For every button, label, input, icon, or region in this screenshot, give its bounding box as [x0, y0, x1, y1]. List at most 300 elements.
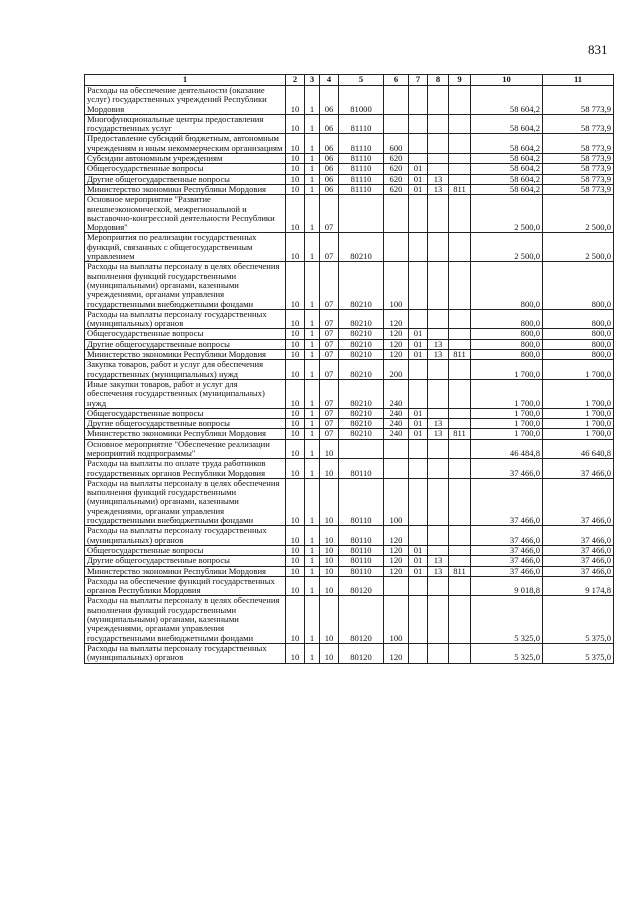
table-row	[85, 408, 614, 418]
cell-code-2: 10	[286, 233, 305, 262]
cell-code-2: 10	[286, 164, 305, 174]
cell-target-code: 80210	[339, 408, 384, 418]
cell-amount-year-1: 9 018,8	[471, 576, 543, 596]
header-cell: 11	[543, 75, 614, 86]
cell-code-4: 07	[320, 360, 339, 380]
cell-item-name: Расходы на выплаты по оплате труда работников государственных органов Республики Мордовия	[85, 459, 286, 479]
cell-amount-year-2: 37 466,0	[543, 526, 614, 546]
cell-section: 01	[409, 350, 428, 360]
cell-code-2: 10	[286, 459, 305, 479]
cell-amount-year-2: 5 375,0	[543, 596, 614, 643]
cell-code-2: 10	[286, 329, 305, 339]
header-cell: 6	[384, 75, 409, 86]
cell-item-name: Основное мероприятие "Обеспечение реализации мероприятий подпрограммы"	[85, 439, 286, 459]
cell-code-2: 10	[286, 478, 305, 525]
cell-code-3: 1	[305, 596, 320, 643]
cell-section	[409, 459, 428, 479]
cell-subsection	[428, 576, 449, 596]
cell-amount-year-1: 1 700,0	[471, 408, 543, 418]
cell-amount-year-2: 1 700,0	[543, 429, 614, 439]
cell-subsection: 13	[428, 350, 449, 360]
cell-expense-type: 100	[384, 596, 409, 643]
header-cell: 8	[428, 75, 449, 86]
cell-code-4: 10	[320, 459, 339, 479]
cell-code-3: 1	[305, 339, 320, 349]
cell-target-code: 80210	[339, 429, 384, 439]
cell-target-code	[339, 439, 384, 459]
cell-code-2: 10	[286, 134, 305, 154]
cell-expense-type: 120	[384, 526, 409, 546]
cell-amount-year-1: 800,0	[471, 309, 543, 329]
cell-code-4: 07	[320, 233, 339, 262]
cell-expense-type: 100	[384, 262, 409, 309]
cell-ministry-code	[449, 360, 471, 380]
cell-item-name: Другие общегосударственные вопросы	[85, 174, 286, 184]
cell-item-name: Расходы на выплаты персоналу в целях обеспечения выполнения функций государственными (муниципальными) органами, казенными учреждениями, органами управления государственными внебюджетными фондами	[85, 262, 286, 309]
cell-subsection: 13	[428, 566, 449, 576]
cell-ministry-code	[449, 643, 471, 663]
table-row	[85, 195, 614, 233]
cell-ministry-code	[449, 439, 471, 459]
cell-item-name: Общегосударственные вопросы	[85, 545, 286, 555]
cell-item-name: Расходы на выплаты персоналу государственных (муниципальных) органов	[85, 526, 286, 546]
cell-expense-type: 240	[384, 379, 409, 408]
cell-amount-year-2: 58 773,9	[543, 134, 614, 154]
cell-code-3: 1	[305, 262, 320, 309]
cell-amount-year-2: 1 700,0	[543, 408, 614, 418]
cell-item-name: Иные закупки товаров, работ и услуг для обеспечения государственных (муниципальных) нужд	[85, 379, 286, 408]
cell-amount-year-2: 37 466,0	[543, 566, 614, 576]
header-cell: 2	[286, 75, 305, 86]
cell-expense-type	[384, 576, 409, 596]
cell-ministry-code	[449, 174, 471, 184]
table-row	[85, 350, 614, 360]
cell-subsection	[428, 154, 449, 164]
cell-code-4: 07	[320, 379, 339, 408]
table-row	[85, 576, 614, 596]
cell-target-code: 80210	[339, 379, 384, 408]
cell-subsection	[428, 439, 449, 459]
cell-expense-type: 100	[384, 478, 409, 525]
cell-code-4: 07	[320, 350, 339, 360]
cell-amount-year-1: 1 700,0	[471, 360, 543, 380]
table-row	[85, 329, 614, 339]
cell-target-code: 81110	[339, 164, 384, 174]
cell-section: 01	[409, 339, 428, 349]
cell-amount-year-1: 5 325,0	[471, 596, 543, 643]
cell-expense-type: 120	[384, 329, 409, 339]
cell-target-code: 81000	[339, 86, 384, 115]
cell-amount-year-1: 37 466,0	[471, 459, 543, 479]
cell-code-4: 10	[320, 566, 339, 576]
cell-section: 01	[409, 419, 428, 429]
cell-ministry-code	[449, 233, 471, 262]
cell-amount-year-2: 37 466,0	[543, 459, 614, 479]
cell-code-3: 1	[305, 459, 320, 479]
cell-code-4: 07	[320, 262, 339, 309]
cell-amount-year-2: 1 700,0	[543, 360, 614, 380]
cell-ministry-code	[449, 134, 471, 154]
cell-target-code: 80120	[339, 643, 384, 663]
cell-code-4: 06	[320, 114, 339, 134]
cell-expense-type: 620	[384, 174, 409, 184]
cell-subsection: 13	[428, 184, 449, 194]
cell-item-name: Другие общегосударственные вопросы	[85, 419, 286, 429]
cell-amount-year-2: 58 773,9	[543, 114, 614, 134]
cell-code-3: 1	[305, 114, 320, 134]
cell-code-3: 1	[305, 419, 320, 429]
table-row	[85, 419, 614, 429]
cell-target-code: 80210	[339, 329, 384, 339]
cell-amount-year-2: 800,0	[543, 329, 614, 339]
cell-amount-year-2: 58 773,9	[543, 174, 614, 184]
cell-subsection	[428, 545, 449, 555]
cell-expense-type	[384, 439, 409, 459]
cell-amount-year-2: 2 500,0	[543, 195, 614, 233]
cell-target-code: 80110	[339, 556, 384, 566]
cell-amount-year-1: 37 466,0	[471, 526, 543, 546]
cell-subsection: 13	[428, 339, 449, 349]
cell-code-2: 10	[286, 350, 305, 360]
cell-item-name: Расходы на обеспечение функций государственных органов Республики Мордовия	[85, 576, 286, 596]
cell-subsection	[428, 360, 449, 380]
table-row	[85, 596, 614, 643]
cell-expense-type	[384, 114, 409, 134]
cell-amount-year-2: 46 640,8	[543, 439, 614, 459]
cell-code-4: 10	[320, 439, 339, 459]
cell-code-4: 07	[320, 429, 339, 439]
cell-subsection	[428, 478, 449, 525]
cell-ministry-code	[449, 114, 471, 134]
table-row	[85, 429, 614, 439]
cell-ministry-code	[449, 526, 471, 546]
table-row	[85, 439, 614, 459]
cell-amount-year-2: 800,0	[543, 262, 614, 309]
table-row	[85, 339, 614, 349]
cell-amount-year-1: 58 604,2	[471, 154, 543, 164]
cell-item-name: Другие общегосударственные вопросы	[85, 556, 286, 566]
cell-section	[409, 114, 428, 134]
table-row	[85, 184, 614, 194]
cell-expense-type: 120	[384, 643, 409, 663]
cell-code-2: 10	[286, 195, 305, 233]
cell-code-2: 10	[286, 339, 305, 349]
table-row	[85, 545, 614, 555]
cell-code-4: 10	[320, 478, 339, 525]
cell-ministry-code: 811	[449, 350, 471, 360]
cell-amount-year-1: 37 466,0	[471, 545, 543, 555]
cell-ministry-code	[449, 195, 471, 233]
cell-amount-year-1: 800,0	[471, 329, 543, 339]
cell-code-3: 1	[305, 350, 320, 360]
cell-expense-type: 120	[384, 556, 409, 566]
cell-code-3: 1	[305, 174, 320, 184]
cell-amount-year-1: 2 500,0	[471, 233, 543, 262]
cell-amount-year-1: 58 604,2	[471, 114, 543, 134]
cell-code-4: 07	[320, 419, 339, 429]
cell-subsection	[428, 309, 449, 329]
header-cell: 9	[449, 75, 471, 86]
cell-code-3: 1	[305, 184, 320, 194]
table-row	[85, 164, 614, 174]
cell-subsection: 13	[428, 429, 449, 439]
page-number: 831	[588, 42, 608, 57]
table-row	[85, 86, 614, 115]
cell-subsection: 13	[428, 419, 449, 429]
cell-section: 01	[409, 184, 428, 194]
table-row	[85, 556, 614, 566]
cell-code-3: 1	[305, 545, 320, 555]
cell-section	[409, 154, 428, 164]
cell-amount-year-1: 58 604,2	[471, 184, 543, 194]
cell-subsection	[428, 233, 449, 262]
cell-code-3: 1	[305, 439, 320, 459]
cell-section: 01	[409, 545, 428, 555]
cell-code-2: 10	[286, 408, 305, 418]
cell-subsection	[428, 134, 449, 154]
cell-expense-type: 620	[384, 154, 409, 164]
cell-section: 01	[409, 164, 428, 174]
table-row	[85, 643, 614, 663]
cell-amount-year-2: 1 700,0	[543, 379, 614, 408]
table-row	[85, 459, 614, 479]
cell-code-4: 10	[320, 643, 339, 663]
cell-expense-type: 600	[384, 134, 409, 154]
cell-code-2: 10	[286, 86, 305, 115]
cell-section: 01	[409, 408, 428, 418]
cell-item-name: Другие общегосударственные вопросы	[85, 339, 286, 349]
cell-code-2: 10	[286, 556, 305, 566]
cell-section	[409, 360, 428, 380]
cell-section	[409, 86, 428, 115]
cell-code-3: 1	[305, 576, 320, 596]
cell-item-name: Мероприятия по реализации государственных функций, связанных с общегосударственным управлением	[85, 233, 286, 262]
cell-subsection: 13	[428, 556, 449, 566]
cell-code-2: 10	[286, 545, 305, 555]
cell-ministry-code	[449, 164, 471, 174]
cell-code-4: 07	[320, 309, 339, 329]
cell-section	[409, 478, 428, 525]
cell-item-name: Министерство экономики Республики Мордовия	[85, 184, 286, 194]
cell-section	[409, 379, 428, 408]
cell-amount-year-2: 37 466,0	[543, 545, 614, 555]
cell-code-3: 1	[305, 360, 320, 380]
cell-ministry-code	[449, 86, 471, 115]
cell-code-3: 1	[305, 195, 320, 233]
cell-amount-year-2: 5 375,0	[543, 643, 614, 663]
cell-code-2: 10	[286, 174, 305, 184]
cell-subsection	[428, 114, 449, 134]
cell-amount-year-2: 800,0	[543, 339, 614, 349]
cell-ministry-code	[449, 419, 471, 429]
table-row	[85, 379, 614, 408]
cell-code-3: 1	[305, 429, 320, 439]
cell-item-name: Министерство экономики Республики Мордовия	[85, 566, 286, 576]
cell-code-3: 1	[305, 233, 320, 262]
cell-subsection	[428, 408, 449, 418]
cell-amount-year-2: 58 773,9	[543, 86, 614, 115]
cell-amount-year-1: 46 484,8	[471, 439, 543, 459]
cell-code-2: 10	[286, 379, 305, 408]
cell-expense-type: 120	[384, 566, 409, 576]
cell-target-code: 81110	[339, 174, 384, 184]
cell-code-3: 1	[305, 309, 320, 329]
cell-code-3: 1	[305, 164, 320, 174]
cell-amount-year-1: 58 604,2	[471, 86, 543, 115]
cell-ministry-code	[449, 339, 471, 349]
cell-code-2: 10	[286, 566, 305, 576]
cell-ministry-code	[449, 262, 471, 309]
cell-code-4: 06	[320, 184, 339, 194]
cell-subsection	[428, 164, 449, 174]
cell-code-3: 1	[305, 408, 320, 418]
cell-expense-type: 120	[384, 339, 409, 349]
cell-ministry-code	[449, 459, 471, 479]
cell-amount-year-1: 37 466,0	[471, 566, 543, 576]
cell-code-4: 10	[320, 526, 339, 546]
cell-code-3: 1	[305, 566, 320, 576]
cell-subsection: 13	[428, 174, 449, 184]
table-row	[85, 134, 614, 154]
cell-section	[409, 195, 428, 233]
cell-target-code: 81110	[339, 134, 384, 154]
cell-expense-type: 200	[384, 360, 409, 380]
cell-amount-year-2: 58 773,9	[543, 164, 614, 174]
cell-ministry-code	[449, 154, 471, 164]
cell-amount-year-1: 58 604,2	[471, 164, 543, 174]
table-row	[85, 566, 614, 576]
cell-code-3: 1	[305, 556, 320, 566]
cell-target-code: 80110	[339, 545, 384, 555]
table-row	[85, 309, 614, 329]
cell-section	[409, 233, 428, 262]
cell-code-3: 1	[305, 86, 320, 115]
cell-item-name: Основное мероприятие "Развитие внешнеэкономической, межрегиональной и выставочно-конгрессной деятельности Республики Мордовия"	[85, 195, 286, 233]
table-body	[85, 86, 614, 664]
cell-code-3: 1	[305, 329, 320, 339]
cell-code-4: 10	[320, 556, 339, 566]
cell-code-4: 07	[320, 195, 339, 233]
cell-expense-type: 620	[384, 164, 409, 174]
cell-section	[409, 262, 428, 309]
cell-code-2: 10	[286, 429, 305, 439]
cell-expense-type: 120	[384, 309, 409, 329]
cell-code-2: 10	[286, 114, 305, 134]
cell-item-name: Расходы на выплаты персоналу государственных (муниципальных) органов	[85, 309, 286, 329]
cell-target-code: 80210	[339, 339, 384, 349]
cell-expense-type	[384, 233, 409, 262]
cell-expense-type: 620	[384, 184, 409, 194]
cell-code-4: 10	[320, 545, 339, 555]
cell-amount-year-1: 800,0	[471, 350, 543, 360]
cell-code-4: 06	[320, 134, 339, 154]
table-row	[85, 526, 614, 546]
cell-code-4: 10	[320, 576, 339, 596]
cell-ministry-code: 811	[449, 184, 471, 194]
header-cell: 10	[471, 75, 543, 86]
cell-section	[409, 596, 428, 643]
cell-ministry-code	[449, 309, 471, 329]
cell-amount-year-2: 2 500,0	[543, 233, 614, 262]
header-cell: 5	[339, 75, 384, 86]
cell-expense-type: 120	[384, 350, 409, 360]
cell-section: 01	[409, 429, 428, 439]
cell-amount-year-1: 37 466,0	[471, 478, 543, 525]
cell-item-name: Субсидии автономным учреждениям	[85, 154, 286, 164]
cell-amount-year-1: 2 500,0	[471, 195, 543, 233]
table-row	[85, 360, 614, 380]
cell-ministry-code	[449, 408, 471, 418]
cell-code-2: 10	[286, 184, 305, 194]
cell-expense-type: 120	[384, 545, 409, 555]
cell-amount-year-2: 1 700,0	[543, 419, 614, 429]
cell-subsection	[428, 596, 449, 643]
cell-target-code: 80110	[339, 526, 384, 546]
cell-section: 01	[409, 566, 428, 576]
cell-code-4: 06	[320, 154, 339, 164]
cell-subsection	[428, 526, 449, 546]
cell-section: 01	[409, 174, 428, 184]
cell-code-2: 10	[286, 262, 305, 309]
cell-item-name: Министерство экономики Республики Мордовия	[85, 429, 286, 439]
cell-code-2: 10	[286, 154, 305, 164]
cell-section	[409, 134, 428, 154]
cell-target-code: 80110	[339, 566, 384, 576]
cell-ministry-code	[449, 478, 471, 525]
cell-expense-type: 240	[384, 408, 409, 418]
cell-code-2: 10	[286, 526, 305, 546]
cell-ministry-code: 811	[449, 429, 471, 439]
cell-amount-year-2: 58 773,9	[543, 184, 614, 194]
cell-section	[409, 643, 428, 663]
cell-expense-type	[384, 459, 409, 479]
cell-item-name: Расходы на выплаты персоналу в целях обеспечения выполнения функций государственными (муниципальными) органами, казенными учреждениями, органами управления государственными внебюджетными фондами	[85, 596, 286, 643]
cell-amount-year-2: 37 466,0	[543, 556, 614, 566]
cell-section: 01	[409, 556, 428, 566]
cell-target-code: 81110	[339, 154, 384, 164]
cell-code-4: 07	[320, 329, 339, 339]
cell-section: 01	[409, 329, 428, 339]
cell-target-code: 80110	[339, 459, 384, 479]
cell-expense-type	[384, 86, 409, 115]
cell-code-2: 10	[286, 596, 305, 643]
cell-code-4: 06	[320, 174, 339, 184]
cell-item-name: Многофункциональные центры предоставления государственных услуг	[85, 114, 286, 134]
cell-amount-year-1: 1 700,0	[471, 379, 543, 408]
cell-ministry-code	[449, 379, 471, 408]
cell-ministry-code	[449, 545, 471, 555]
cell-target-code: 80210	[339, 419, 384, 429]
cell-target-code: 80110	[339, 478, 384, 525]
cell-code-2: 10	[286, 360, 305, 380]
cell-amount-year-1: 37 466,0	[471, 556, 543, 566]
cell-subsection	[428, 643, 449, 663]
cell-target-code	[339, 195, 384, 233]
cell-target-code: 80210	[339, 309, 384, 329]
cell-item-name: Предоставление субсидий бюджетным, автономным учреждениям и иным некоммерческим организациям	[85, 134, 286, 154]
cell-subsection	[428, 195, 449, 233]
cell-target-code: 80210	[339, 360, 384, 380]
cell-amount-year-1: 800,0	[471, 339, 543, 349]
cell-code-4: 06	[320, 164, 339, 174]
cell-amount-year-1: 800,0	[471, 262, 543, 309]
cell-section	[409, 439, 428, 459]
cell-amount-year-1: 1 700,0	[471, 429, 543, 439]
cell-code-4: 07	[320, 408, 339, 418]
cell-subsection	[428, 86, 449, 115]
cell-subsection	[428, 379, 449, 408]
header-cell: 4	[320, 75, 339, 86]
